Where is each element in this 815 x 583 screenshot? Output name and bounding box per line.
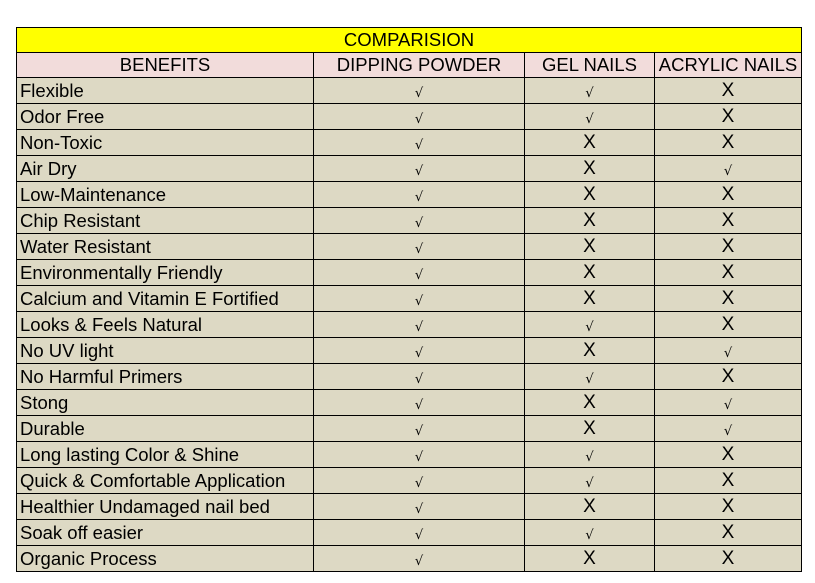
check-mark: √ <box>723 398 733 414</box>
mark-cell-acrylic-nails <box>655 364 802 390</box>
column-header-gel-nails: GEL NAILS <box>525 53 655 78</box>
check-mark: √ <box>585 112 594 128</box>
mark-cell-gel-nails <box>525 286 655 312</box>
benefit-cell: Stong <box>17 390 314 416</box>
cross-mark: X <box>721 444 735 466</box>
check-mark: √ <box>414 424 424 440</box>
benefit-cell: Healthier Undamaged nail bed <box>17 494 314 520</box>
check-mark: √ <box>723 164 733 180</box>
check-mark: √ <box>585 450 594 466</box>
mark-cell-acrylic-nails <box>655 442 802 468</box>
check-mark: √ <box>414 554 424 570</box>
benefit-cell: Non-Toxic <box>17 130 314 156</box>
check-mark: √ <box>414 450 424 466</box>
mark-cell-dipping-powder <box>314 208 525 234</box>
mark-cell-dipping-powder <box>314 156 525 182</box>
mark-cell-gel-nails <box>525 442 655 468</box>
mark-cell-dipping-powder <box>314 260 525 286</box>
mark-cell-gel-nails <box>525 208 655 234</box>
title-row <box>17 28 802 53</box>
mark-cell-dipping-powder <box>314 390 525 416</box>
table-row <box>17 468 802 494</box>
benefit-cell: Odor Free <box>17 104 314 130</box>
table-row <box>17 182 802 208</box>
table-row <box>17 260 802 286</box>
header-row <box>17 53 802 78</box>
mark-cell-acrylic-nails <box>655 78 802 104</box>
check-mark: √ <box>414 294 424 310</box>
table-row <box>17 234 802 260</box>
cross-mark: X <box>583 184 596 206</box>
mark-cell-acrylic-nails <box>655 286 802 312</box>
cross-mark: X <box>583 158 596 180</box>
benefit-cell: Flexible <box>17 78 314 104</box>
table-title: COMPARISION <box>17 28 802 53</box>
check-mark: √ <box>585 320 594 336</box>
cross-mark: X <box>583 496 596 518</box>
cross-mark: X <box>721 210 735 232</box>
mark-cell-dipping-powder <box>314 546 525 572</box>
check-mark: √ <box>414 216 424 232</box>
cross-mark: X <box>583 210 596 232</box>
mark-cell-acrylic-nails <box>655 546 802 572</box>
table-row <box>17 416 802 442</box>
benefit-cell: Looks & Feels Natural <box>17 312 314 338</box>
table-body <box>17 78 802 572</box>
benefit-cell: Water Resistant <box>17 234 314 260</box>
benefit-cell: Long lasting Color & Shine <box>17 442 314 468</box>
benefit-cell: Soak off easier <box>17 520 314 546</box>
table-row <box>17 286 802 312</box>
mark-cell-gel-nails <box>525 546 655 572</box>
mark-cell-gel-nails <box>525 260 655 286</box>
benefit-cell: Organic Process <box>17 546 314 572</box>
mark-cell-acrylic-nails <box>655 468 802 494</box>
check-mark: √ <box>414 268 424 284</box>
mark-cell-dipping-powder <box>314 104 525 130</box>
mark-cell-gel-nails <box>525 390 655 416</box>
mark-cell-gel-nails <box>525 312 655 338</box>
cross-mark: X <box>721 106 735 128</box>
check-mark: √ <box>414 372 424 388</box>
table-row <box>17 546 802 572</box>
mark-cell-acrylic-nails <box>655 182 802 208</box>
mark-cell-gel-nails <box>525 364 655 390</box>
cross-mark: X <box>721 132 735 154</box>
cross-mark: X <box>583 288 596 310</box>
mark-cell-acrylic-nails <box>655 208 802 234</box>
mark-cell-acrylic-nails <box>655 104 802 130</box>
table-row <box>17 338 802 364</box>
mark-cell-acrylic-nails <box>655 520 802 546</box>
cross-mark: X <box>583 392 596 414</box>
mark-cell-acrylic-nails <box>655 234 802 260</box>
column-header-dipping-powder: DIPPING POWDER <box>314 53 525 78</box>
benefit-cell: Low-Maintenance <box>17 182 314 208</box>
mark-cell-gel-nails <box>525 234 655 260</box>
mark-cell-dipping-powder <box>314 78 525 104</box>
mark-cell-dipping-powder <box>314 234 525 260</box>
check-mark: √ <box>414 112 424 128</box>
mark-cell-dipping-powder <box>314 416 525 442</box>
cross-mark: X <box>721 184 735 206</box>
check-mark: √ <box>585 476 594 492</box>
cross-mark: X <box>721 366 735 388</box>
benefit-cell: Air Dry <box>17 156 314 182</box>
cross-mark: X <box>721 236 735 258</box>
table-row <box>17 390 802 416</box>
comparison-table <box>16 27 802 572</box>
table-row <box>17 130 802 156</box>
mark-cell-dipping-powder <box>314 364 525 390</box>
mark-cell-dipping-powder <box>314 312 525 338</box>
cross-mark: X <box>583 262 596 284</box>
mark-cell-gel-nails <box>525 182 655 208</box>
mark-cell-gel-nails <box>525 520 655 546</box>
mark-cell-dipping-powder <box>314 468 525 494</box>
check-mark: √ <box>414 86 424 102</box>
benefit-cell: Calcium and Vitamin E Fortified <box>17 286 314 312</box>
table-row <box>17 78 802 104</box>
check-mark: √ <box>414 320 424 336</box>
mark-cell-acrylic-nails <box>655 494 802 520</box>
table-row <box>17 104 802 130</box>
mark-cell-dipping-powder <box>314 442 525 468</box>
cross-mark: X <box>721 496 735 518</box>
table-row <box>17 364 802 390</box>
cross-mark: X <box>583 548 596 570</box>
cross-mark: X <box>583 340 596 362</box>
check-mark: √ <box>414 502 424 518</box>
check-mark: √ <box>723 346 733 362</box>
check-mark: √ <box>414 346 424 362</box>
mark-cell-dipping-powder <box>314 286 525 312</box>
cross-mark: X <box>721 314 735 336</box>
cross-mark: X <box>721 548 735 570</box>
mark-cell-gel-nails <box>525 130 655 156</box>
column-header-acrylic-nails: ACRYLIC NAILS <box>655 53 802 78</box>
cross-mark: X <box>583 132 596 154</box>
mark-cell-dipping-powder <box>314 338 525 364</box>
cross-mark: X <box>721 80 735 102</box>
check-mark: √ <box>414 242 424 258</box>
cross-mark: X <box>721 470 735 492</box>
check-mark: √ <box>414 164 424 180</box>
mark-cell-gel-nails <box>525 468 655 494</box>
mark-cell-gel-nails <box>525 156 655 182</box>
benefit-cell: Durable <box>17 416 314 442</box>
mark-cell-gel-nails <box>525 338 655 364</box>
mark-cell-acrylic-nails <box>655 390 802 416</box>
table-row <box>17 494 802 520</box>
benefit-cell: Quick & Comfortable Application <box>17 468 314 494</box>
cross-mark: X <box>721 288 735 310</box>
mark-cell-dipping-powder <box>314 494 525 520</box>
benefit-cell: Chip Resistant <box>17 208 314 234</box>
check-mark: √ <box>414 476 424 492</box>
check-mark: √ <box>585 86 594 102</box>
check-mark: √ <box>414 190 424 206</box>
mark-cell-acrylic-nails <box>655 260 802 286</box>
mark-cell-gel-nails <box>525 78 655 104</box>
table-row <box>17 156 802 182</box>
mark-cell-gel-nails <box>525 494 655 520</box>
benefit-cell: No UV light <box>17 338 314 364</box>
mark-cell-dipping-powder <box>314 182 525 208</box>
benefit-cell: No Harmful Primers <box>17 364 314 390</box>
mark-cell-gel-nails <box>525 104 655 130</box>
table-row <box>17 312 802 338</box>
mark-cell-acrylic-nails <box>655 130 802 156</box>
cross-mark: X <box>583 418 596 440</box>
table-row <box>17 442 802 468</box>
cross-mark: X <box>583 236 596 258</box>
mark-cell-dipping-powder <box>314 130 525 156</box>
table-row <box>17 208 802 234</box>
mark-cell-gel-nails <box>525 416 655 442</box>
mark-cell-acrylic-nails <box>655 156 802 182</box>
cross-mark: X <box>721 262 735 284</box>
check-mark: √ <box>585 372 594 388</box>
column-header-benefits: BENEFITS <box>17 53 314 78</box>
check-mark: √ <box>585 528 594 544</box>
check-mark: √ <box>414 528 424 544</box>
check-mark: √ <box>414 138 424 154</box>
table-row <box>17 520 802 546</box>
mark-cell-acrylic-nails <box>655 312 802 338</box>
mark-cell-acrylic-nails <box>655 416 802 442</box>
cross-mark: X <box>721 522 735 544</box>
check-mark: √ <box>723 424 733 440</box>
check-mark: √ <box>414 398 424 414</box>
mark-cell-acrylic-nails <box>655 338 802 364</box>
mark-cell-dipping-powder <box>314 520 525 546</box>
benefit-cell: Environmentally Friendly <box>17 260 314 286</box>
